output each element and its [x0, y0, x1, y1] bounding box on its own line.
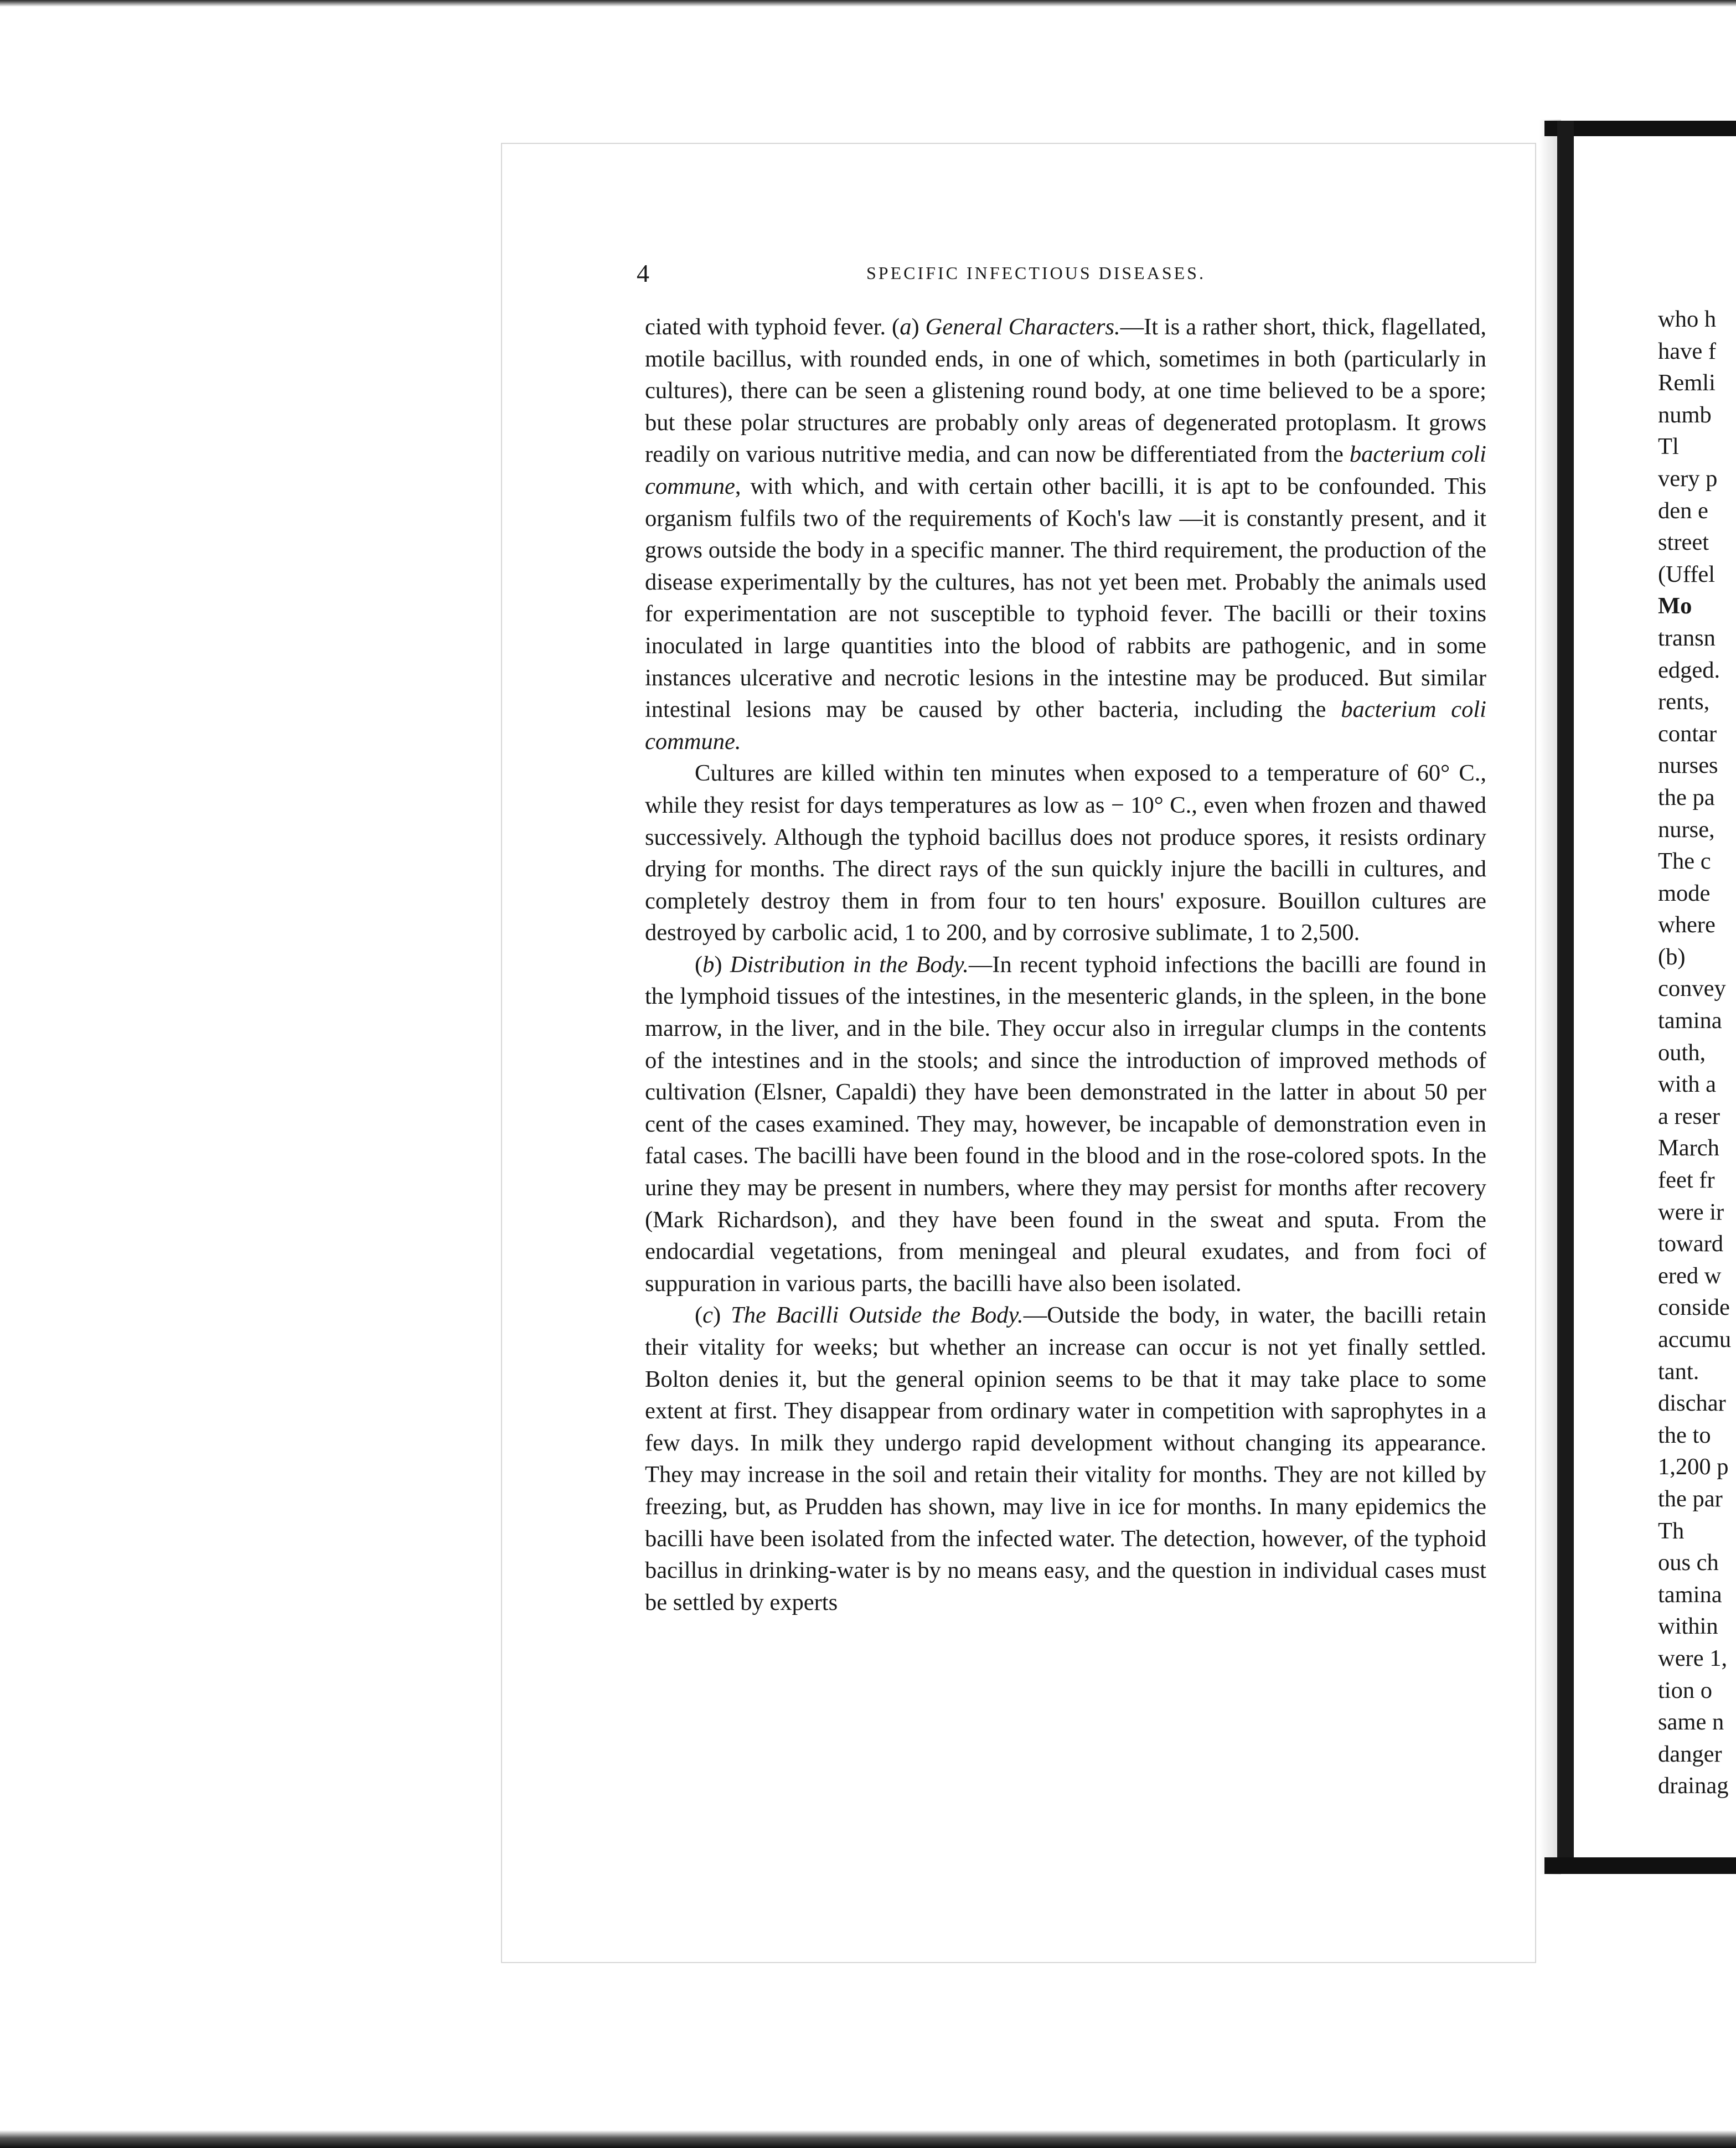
facing-page-line: who h	[1658, 306, 1717, 332]
facing-page-line: tamina	[1658, 1581, 1722, 1608]
facing-page-line: danger	[1658, 1741, 1722, 1767]
facing-page-line: have f	[1658, 338, 1717, 364]
section-letter: c	[702, 1302, 714, 1329]
section-heading: General Characters.	[925, 314, 1120, 340]
facing-page-line: rents,	[1658, 689, 1710, 715]
facing-page-line: Mo	[1658, 593, 1692, 619]
text-run: )	[714, 951, 730, 978]
facing-page-line: transn	[1658, 624, 1716, 651]
species-name: bacterium coli commune	[645, 441, 1486, 499]
species-name: bacterium coli commune.	[645, 696, 1486, 755]
facing-page-line: the par	[1658, 1485, 1723, 1512]
facing-page-line: drainag	[1658, 1773, 1729, 1799]
facing-page-line: tion o	[1658, 1677, 1712, 1703]
facing-page-line: mode	[1658, 880, 1711, 906]
facing-page-line: contar	[1658, 720, 1717, 747]
facing-page-line: the to	[1658, 1422, 1711, 1448]
facing-page-line: outh,	[1658, 1039, 1706, 1066]
text-run: )	[911, 314, 926, 340]
scan-bottom-edge	[0, 2130, 1736, 2148]
facing-page-line: Th	[1658, 1517, 1685, 1544]
text-run: (	[695, 951, 703, 978]
facing-page-line: convey	[1658, 975, 1726, 1002]
facing-page-line: with a	[1658, 1071, 1717, 1098]
text-run: ciated with typhoid fever. (	[645, 314, 900, 340]
facing-page-line: ous ch	[1658, 1550, 1719, 1576]
section-letter: a	[900, 314, 912, 340]
text-run: —It is a rather short, thick, flagellated, motile bacillus, with rounded ends, in one of which, sometimes in both (particularly in cultures), there can be seen a glistening round body, at one time believed to be a spore; but these polar structures are probably only areas of degenerated protoplasm. It grows readily on various nutritive media, and can now be differentiated from the	[645, 314, 1486, 468]
facing-page-line: The c	[1658, 848, 1711, 875]
facing-page-line: den e	[1658, 497, 1708, 524]
facing-page-line: Remli	[1658, 370, 1716, 396]
facing-page-bottom-edge	[1544, 1857, 1736, 1874]
facing-page-line: nurses	[1658, 752, 1718, 779]
facing-page-line: 1,200 p	[1658, 1454, 1729, 1480]
facing-page-spine-edge	[1557, 121, 1574, 1873]
facing-page-text	[1658, 303, 1736, 1802]
facing-page-line: dischar	[1658, 1390, 1726, 1417]
facing-page-line: conside	[1658, 1294, 1730, 1321]
facing-page-line: the pa	[1658, 784, 1715, 810]
paragraph-cultures: Cultures are killed within ten minutes when exposed to a temperature of 60° C., while they resist for days temperatures as low as − 10° C., even when frozen and thawed successively. Although the typhoid bacillus does not produce spores, it resists ordinary drying for months. The direct rays of the sun quickly injure the bacilli in cultures, and completely destroy them in from four to ten hours' exposure. Bouillon cultures are destroyed by carbolic acid, 1 to 200, and by corrosive sublimate, 1 to 2,500.	[645, 760, 1486, 946]
facing-page-line: were 1,	[1658, 1645, 1728, 1671]
facing-page-line: nurse,	[1658, 816, 1715, 843]
facing-page-line: Tl	[1658, 433, 1679, 460]
text-run: , with which, and with certain other bacilli, it is apt to be confounded. This organism fulfils two of the requirements of Koch's law —it is constantly present, and it grows outside the body in a specific manner. The third requirement, the production of the disease experimentally by the cultures, has not yet been met. Probably the animals used for experimentation are not susceptible to typhoid fever. The bacilli or their toxins inoculated in large quantities into the blood of rabbits are pathogenic, and in some instances ulcerative and necrotic lesions in the intestine may be produced. But similar intestinal lesions may be caused by other bacteria, including the	[645, 473, 1486, 723]
facing-page-line: (Uffel	[1658, 561, 1716, 587]
facing-page-line: were ir	[1658, 1199, 1724, 1225]
text-run: (	[695, 1302, 703, 1329]
running-title: SPECIFIC INFECTIOUS DISEASES.	[866, 263, 1206, 283]
facing-page-line: a reser	[1658, 1103, 1720, 1129]
text-run: )	[713, 1302, 731, 1329]
facing-page-line: numb	[1658, 401, 1712, 428]
running-head	[637, 259, 1522, 292]
paragraph-outside-body	[645, 1299, 1486, 1618]
section-heading: The Bacilli Outside the Body.	[731, 1302, 1024, 1329]
facing-page-line: toward	[1658, 1231, 1724, 1257]
facing-page-line: (b)	[1658, 943, 1686, 970]
facing-page-line: very p	[1658, 465, 1718, 492]
facing-page-line: street	[1658, 529, 1709, 556]
section-letter: b	[702, 951, 715, 978]
facing-page-line: tamina	[1658, 1008, 1722, 1034]
scan-top-edge	[0, 0, 1736, 7]
facing-page-line: same n	[1658, 1709, 1724, 1736]
body-text	[645, 311, 1486, 1618]
paragraph-distribution	[645, 949, 1486, 1300]
facing-page-line: ered w	[1658, 1262, 1722, 1289]
section-heading: Distribution in the Body.	[730, 951, 969, 978]
text-run: —Outside the body, in water, the bacilli retain their vitality for weeks; but whether an increase can occur is not yet finally settled. Bolton denies it, but the general opinion seems to be that it may take place to some extent at first. They disappear from ordinary water in competition with saprophytes in a few days. In milk they undergo rapid development without changing its appearance. They may increase in the soil and retain their vitality for months. They are not killed by freezing, but, as Prudden has shown, may live in ice for months. In many epidemics the bacilli have been isolated from the infected water. The detection, however, of the typhoid bacillus in drinking-water is by no means easy, and the question in individual cases must be settled by experts	[645, 1302, 1487, 1615]
facing-page-line: within	[1658, 1613, 1718, 1640]
facing-page-line: edged.	[1658, 657, 1720, 683]
facing-page-line: accumu	[1658, 1326, 1732, 1352]
facing-page-line: where	[1658, 912, 1716, 938]
facing-page-line: March	[1658, 1135, 1719, 1161]
text-run: —In recent typhoid infections the bacilli are found in the lymphoid tissues of the intestines, in the mesenteric glands, in the spleen, in the bone marrow, in the liver, and in the bile. They occur also in irregular clumps in the contents of the intestines and in the stools; and since the introduction of improved methods of cultivation (Elsner, Capaldi) they have been demonstrated in the latter in about 50 per cent of the cases examined. They may, however, be incapable of demonstration even in fatal cases. The bacilli have been found in the blood and in the rose-colored spots. In the urine they may be present in numbers, where they may persist for months after recovery (Mark Richardson), and they have been found in the sweat and sputa. From the endocardial vegetations, from meningeal and pleural exudates, and from foci of suppuration in various parts, the bacilli have also been isolated.	[645, 951, 1486, 1297]
facing-page-line: feet fr	[1658, 1167, 1715, 1194]
paragraph-general-characters	[645, 311, 1486, 757]
page-number: 4	[637, 259, 650, 287]
facing-page-line: tant.	[1658, 1358, 1699, 1385]
